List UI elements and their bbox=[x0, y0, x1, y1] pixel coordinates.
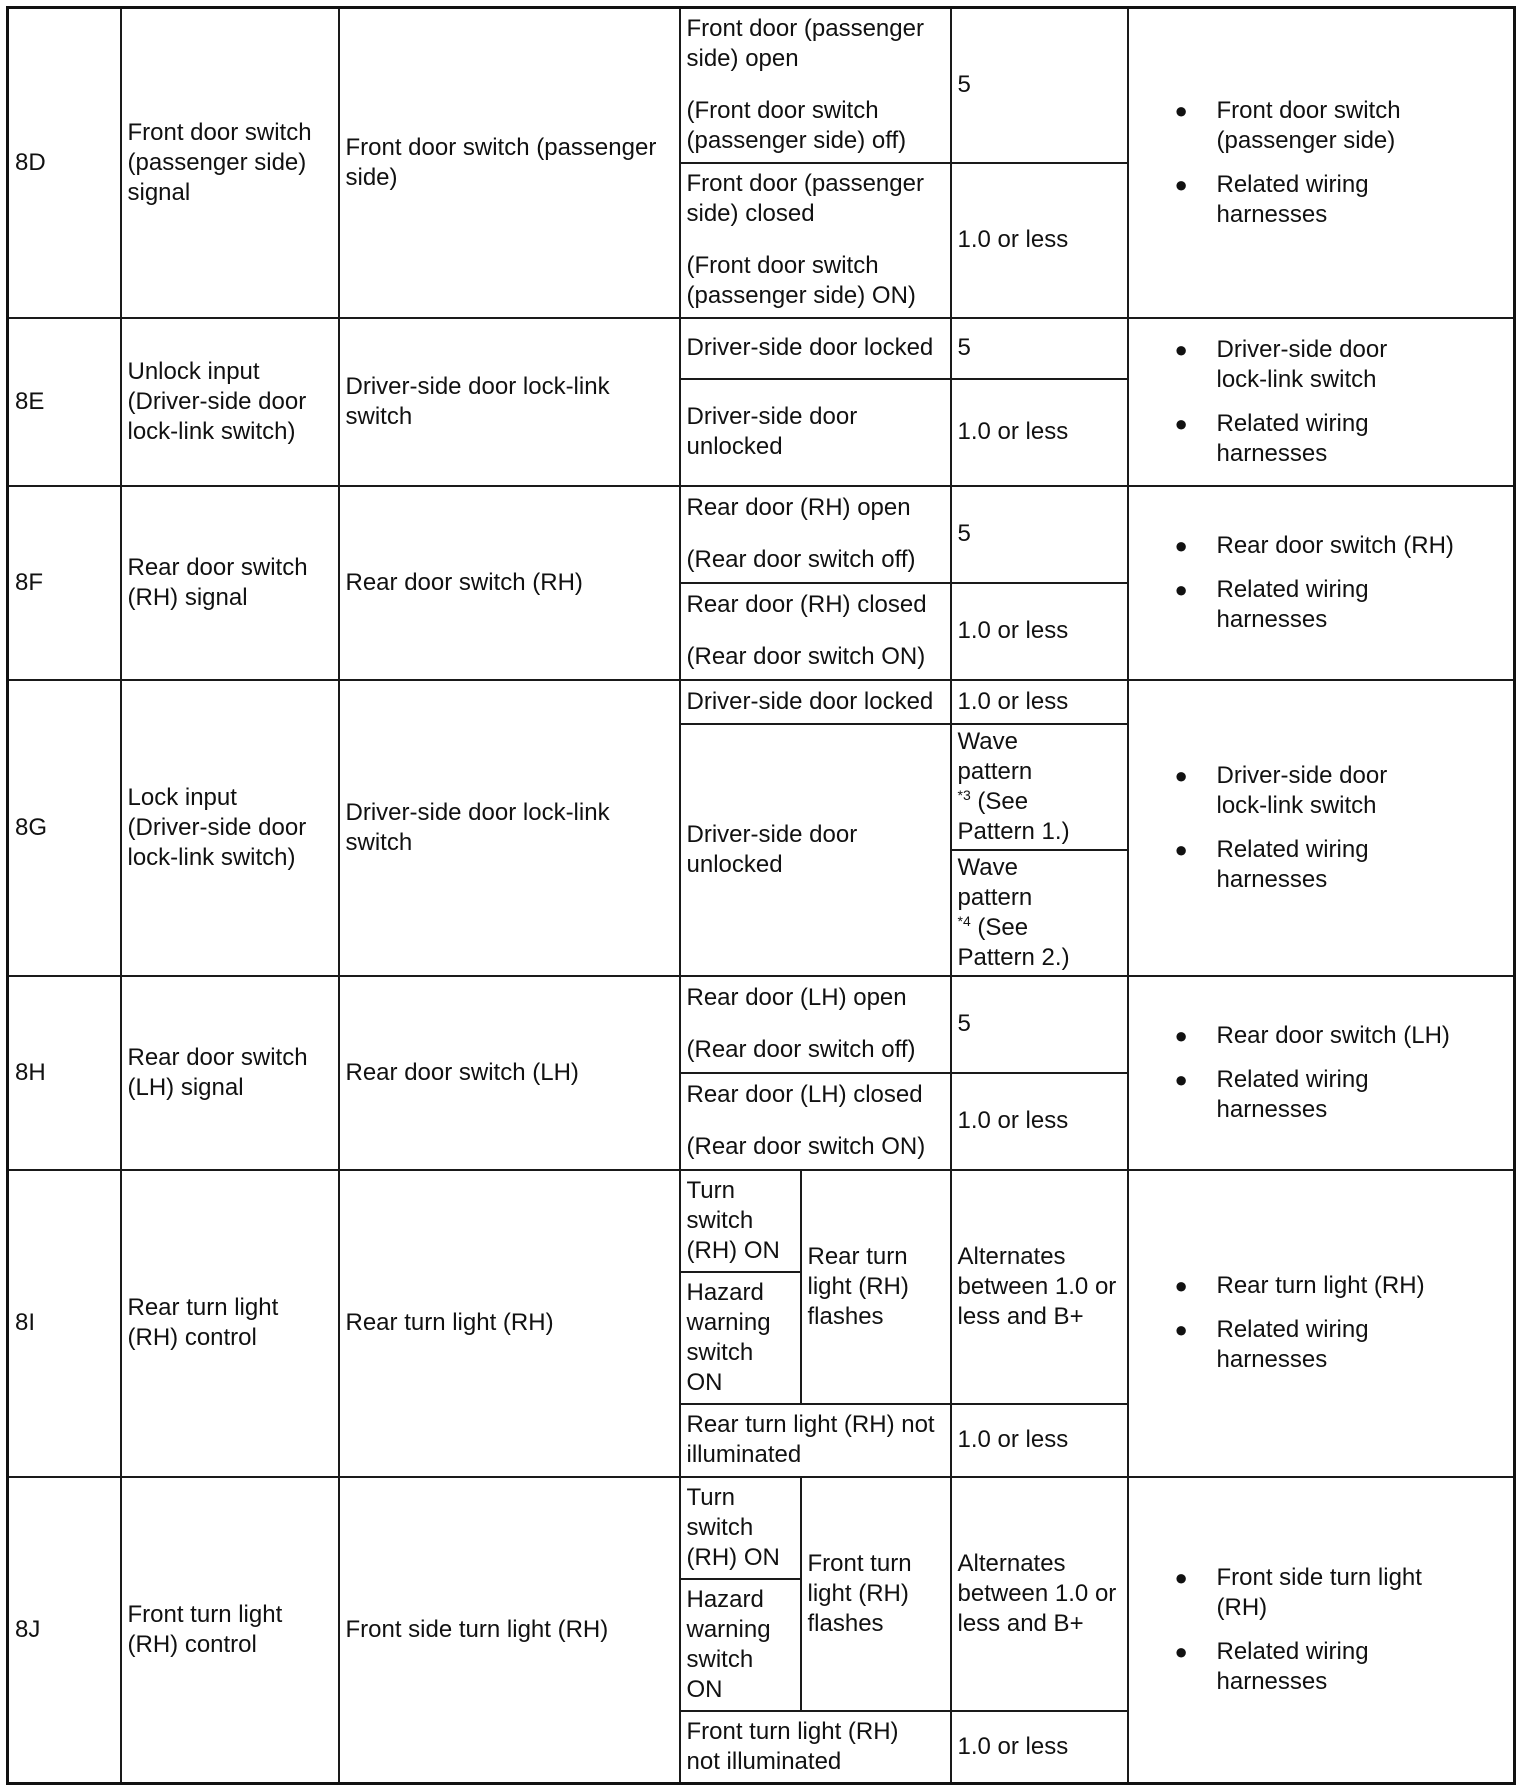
terminal-cell: 8I bbox=[8, 1170, 121, 1477]
terminal-cell: 8H bbox=[8, 976, 121, 1170]
voltage-cell: 5 bbox=[951, 8, 1128, 163]
terminal-cell: 8E bbox=[8, 318, 121, 486]
table-row-8h bbox=[8, 976, 1515, 1073]
inspection-item: ● Driver-side door lock-link switch bbox=[1175, 761, 1508, 821]
terminal-voltage-table bbox=[6, 6, 1516, 1785]
table-row-8e bbox=[8, 318, 1515, 380]
connected-to-cell: Rear turn light (RH) bbox=[339, 1170, 680, 1477]
table-row-8g bbox=[8, 680, 1515, 724]
inspection-cell bbox=[1128, 318, 1515, 486]
inspection-item: ● Related wiring harnesses bbox=[1175, 409, 1508, 469]
condition-cell: Turn switch (RH) ON bbox=[680, 1477, 801, 1579]
terminal-cell: 8F bbox=[8, 486, 121, 680]
condition-cell: Front turn light (RH) not illuminated bbox=[680, 1711, 951, 1784]
terminal-cell: 8D bbox=[8, 8, 121, 318]
voltage-cell: Wave pattern $^{*3}$ (See Pattern 1.) bbox=[951, 724, 1128, 850]
table-row-8i bbox=[8, 1170, 1515, 1272]
table-row-8j bbox=[8, 1477, 1515, 1579]
terminal-cell: 8J bbox=[8, 1477, 121, 1784]
condition-cell: Front door (passenger side) closed (Front door switch (passenger side) ON) bbox=[680, 163, 951, 318]
condition-cell: Hazard warning switch ON bbox=[680, 1579, 801, 1711]
condition-cell: Rear door (LH) closed (Rear door switch ON) bbox=[680, 1073, 951, 1170]
voltage-cell: 1.0 or less bbox=[951, 680, 1128, 724]
signal-name-cell: Front turn light (RH) control bbox=[121, 1477, 339, 1784]
voltage-cell: 1.0 or less bbox=[951, 1711, 1128, 1784]
inspection-cell bbox=[1128, 1170, 1515, 1477]
table-row-8d bbox=[8, 8, 1515, 163]
inspection-item: ● Front door switch (passenger side) bbox=[1175, 96, 1508, 156]
inspection-item: ● Related wiring harnesses bbox=[1175, 835, 1508, 895]
voltage-cell: 5 bbox=[951, 318, 1128, 380]
inspection-cell bbox=[1128, 976, 1515, 1170]
inspection-cell bbox=[1128, 680, 1515, 976]
connected-to-cell: Rear door switch (RH) bbox=[339, 486, 680, 680]
condition-result-cell: Rear turn light (RH) flashes bbox=[801, 1170, 951, 1404]
condition-result-cell: Front turn light (RH) flashes bbox=[801, 1477, 951, 1711]
inspection-item: ● Related wiring harnesses bbox=[1175, 1315, 1508, 1375]
connected-to-cell: Front side turn light (RH) bbox=[339, 1477, 680, 1784]
condition-cell: Front door (passenger side) open (Front door switch (passenger side) off) bbox=[680, 8, 951, 163]
signal-name-cell: Front door switch (passenger side) signal bbox=[121, 8, 339, 318]
inspection-item: ● Related wiring harnesses bbox=[1175, 1637, 1508, 1697]
signal-name-cell: Unlock input (Driver-side door lock-link switch) bbox=[121, 318, 339, 486]
inspection-item: ● Related wiring harnesses bbox=[1175, 170, 1508, 230]
voltage-cell: 5 bbox=[951, 486, 1128, 583]
condition-cell: Driver-side door unlocked bbox=[680, 724, 951, 976]
voltage-cell: 1.0 or less bbox=[951, 1404, 1128, 1477]
inspection-cell bbox=[1128, 1477, 1515, 1784]
connected-to-cell: Driver-side door lock-link switch bbox=[339, 680, 680, 976]
condition-cell: Rear door (LH) open (Rear door switch off) bbox=[680, 976, 951, 1073]
inspection-item: ● Rear door switch (LH) bbox=[1175, 1021, 1508, 1051]
inspection-item: ● Rear door switch (RH) bbox=[1175, 531, 1508, 561]
connected-to-cell: Front door switch (passenger side) bbox=[339, 8, 680, 318]
inspection-item: ● Rear turn light (RH) bbox=[1175, 1271, 1508, 1301]
connected-to-cell: Rear door switch (LH) bbox=[339, 976, 680, 1170]
condition-cell: Rear door (RH) closed (Rear door switch ON) bbox=[680, 583, 951, 680]
inspection-item: ● Front side turn light (RH) bbox=[1175, 1563, 1508, 1623]
voltage-cell: Alternates between 1.0 or less and B+ bbox=[951, 1170, 1128, 1404]
voltage-cell: Alternates between 1.0 or less and B+ bbox=[951, 1477, 1128, 1711]
signal-name-cell: Rear door switch (RH) signal bbox=[121, 486, 339, 680]
signal-name-cell: Rear turn light (RH) control bbox=[121, 1170, 339, 1477]
table-row-8f bbox=[8, 486, 1515, 583]
condition-cell: Driver-side door locked bbox=[680, 680, 951, 724]
inspection-item: ● Driver-side door lock-link switch bbox=[1175, 335, 1508, 395]
inspection-cell bbox=[1128, 8, 1515, 318]
voltage-cell: 1.0 or less bbox=[951, 163, 1128, 318]
inspection-item: ● Related wiring harnesses bbox=[1175, 1065, 1508, 1125]
voltage-cell: 5 bbox=[951, 976, 1128, 1073]
inspection-item: ● Related wiring harnesses bbox=[1175, 575, 1508, 635]
signal-name-cell: Rear door switch (LH) signal bbox=[121, 976, 339, 1170]
connected-to-cell: Driver-side door lock-link switch bbox=[339, 318, 680, 486]
condition-cell: Driver-side door locked bbox=[680, 318, 951, 380]
condition-cell: Rear door (RH) open (Rear door switch off) bbox=[680, 486, 951, 583]
condition-cell: Rear turn light (RH) not illuminated bbox=[680, 1404, 951, 1477]
condition-cell: Driver-side door unlocked bbox=[680, 379, 951, 485]
voltage-cell: 1.0 or less bbox=[951, 583, 1128, 680]
condition-cell: Hazard warning switch ON bbox=[680, 1272, 801, 1404]
signal-name-cell: Lock input (Driver-side door lock-link switch) bbox=[121, 680, 339, 976]
voltage-cell: 1.0 or less bbox=[951, 1073, 1128, 1170]
voltage-cell: 1.0 or less bbox=[951, 379, 1128, 485]
terminal-cell: 8G bbox=[8, 680, 121, 976]
condition-cell: Turn switch (RH) ON bbox=[680, 1170, 801, 1272]
inspection-cell bbox=[1128, 486, 1515, 680]
voltage-cell: Wave pattern $^{*4}$ (See Pattern 2.) bbox=[951, 850, 1128, 976]
